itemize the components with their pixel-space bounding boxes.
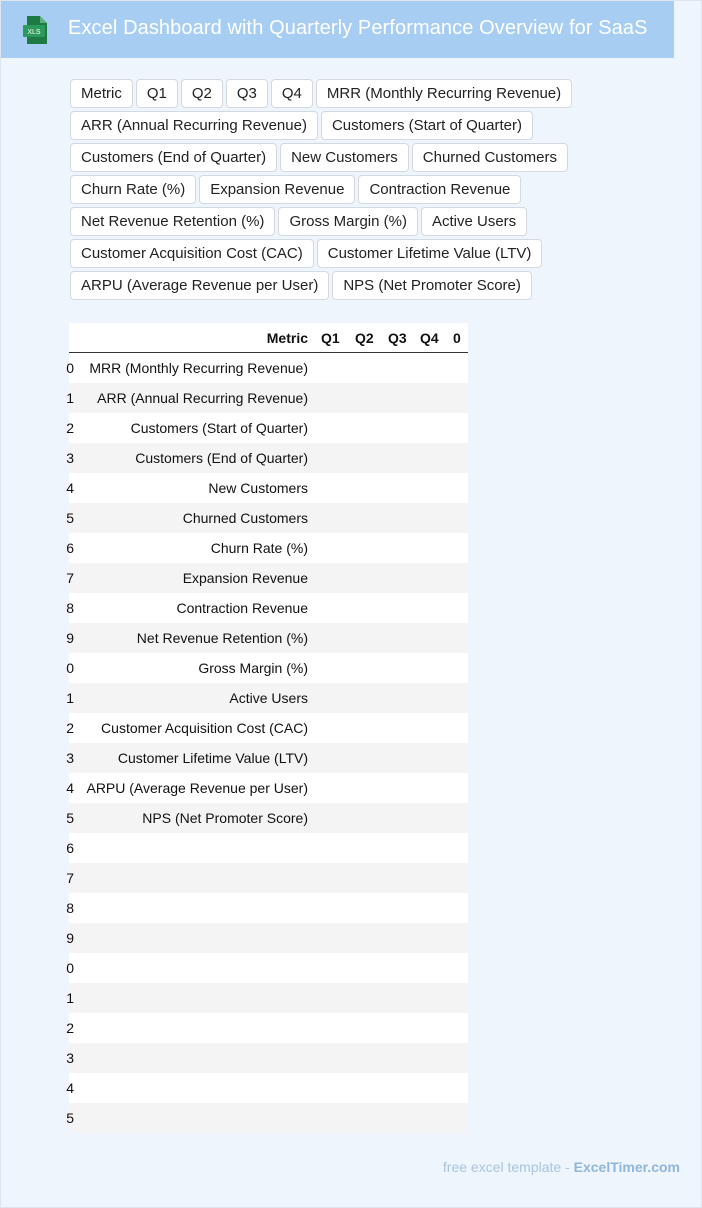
column-tag[interactable]: Customers (Start of Quarter) — [321, 111, 533, 140]
table-row — [66, 1043, 468, 1073]
row-metric: Customers (End of Quarter) — [135, 450, 308, 466]
column-tag[interactable]: Customer Acquisition Cost (CAC) — [70, 239, 314, 268]
row-index: 6 — [66, 540, 74, 556]
column-tag[interactable]: Churn Rate (%) — [70, 175, 196, 204]
column-tag[interactable]: Contraction Revenue — [358, 175, 521, 204]
row-index: 3 — [66, 1050, 74, 1066]
column-tag[interactable]: Active Users — [421, 207, 527, 236]
row-index: 1 — [66, 690, 74, 706]
row-index: 4 — [66, 1080, 74, 1096]
excel-file-icon — [21, 15, 51, 45]
column-tag[interactable]: Churned Customers — [412, 143, 568, 172]
table-row — [66, 623, 468, 653]
row-metric: Churned Customers — [182, 510, 308, 526]
row-index: 8 — [66, 600, 74, 616]
row-metric: New Customers — [208, 480, 308, 496]
table-row — [66, 833, 468, 863]
column-tag[interactable]: NPS (Net Promoter Score) — [332, 271, 532, 300]
row-index: 9 — [66, 630, 74, 646]
row-metric: Gross Margin (%) — [198, 660, 308, 676]
row-index: 2 — [66, 1020, 74, 1036]
table-row — [66, 713, 468, 743]
row-metric: Active Users — [229, 690, 308, 706]
row-index: 0 — [66, 960, 74, 976]
header-q1: Q1 — [321, 330, 340, 346]
column-tag[interactable]: MRR (Monthly Recurring Revenue) — [316, 79, 572, 108]
table-row — [66, 683, 468, 713]
row-metric: MRR (Monthly Recurring Revenue) — [89, 360, 308, 376]
svg-text:XLS: XLS — [27, 29, 41, 36]
column-tag[interactable]: Q2 — [181, 79, 223, 108]
row-index: 2 — [66, 720, 74, 736]
row-index: 1 — [66, 990, 74, 1006]
row-metric: ARR (Annual Recurring Revenue) — [97, 390, 308, 406]
row-index: 4 — [66, 780, 74, 796]
footer-prefix: free excel template - — [442, 1159, 574, 1175]
table-row — [66, 773, 468, 803]
table-row — [66, 923, 468, 953]
header-bar — [1, 1, 674, 58]
column-tag[interactable]: Expansion Revenue — [199, 175, 355, 204]
row-index: 2 — [66, 420, 74, 436]
column-tag[interactable]: ARPU (Average Revenue per User) — [70, 271, 329, 300]
table-row — [66, 1103, 468, 1133]
table-row — [66, 1013, 468, 1043]
table-row — [66, 533, 468, 563]
row-index: 5 — [66, 1110, 74, 1126]
row-index: 3 — [66, 750, 74, 766]
row-metric: NPS (Net Promoter Score) — [142, 810, 308, 826]
row-metric: Customers (Start of Quarter) — [130, 420, 308, 436]
row-index: 8 — [66, 900, 74, 916]
row-metric: Net Revenue Retention (%) — [136, 630, 308, 646]
column-tag[interactable]: Q4 — [271, 79, 313, 108]
column-tag[interactable]: New Customers — [280, 143, 409, 172]
footer-brand-link[interactable]: ExcelTimer.com — [573, 1159, 680, 1175]
table-row — [66, 743, 468, 773]
row-metric: Churn Rate (%) — [210, 540, 308, 556]
column-tag[interactable]: Gross Margin (%) — [278, 207, 418, 236]
row-metric: ARPU (Average Revenue per User) — [86, 780, 308, 796]
row-index: 3 — [66, 450, 74, 466]
header-q3: Q3 — [388, 330, 407, 346]
row-index: 5 — [66, 810, 74, 826]
table-row — [66, 413, 468, 443]
column-tag[interactable]: Metric — [70, 79, 133, 108]
row-index: 7 — [66, 570, 74, 586]
table-row — [66, 653, 468, 683]
row-metric: Customer Lifetime Value (LTV) — [117, 750, 308, 766]
row-metric: Expansion Revenue — [182, 570, 308, 586]
table-row — [66, 563, 468, 593]
header-q4: Q4 — [420, 330, 439, 346]
header-q2: Q2 — [355, 330, 374, 346]
table-header-row — [69, 323, 468, 353]
table-row — [66, 893, 468, 923]
column-tag[interactable]: Customers (End of Quarter) — [70, 143, 277, 172]
column-tag[interactable]: ARR (Annual Recurring Revenue) — [70, 111, 318, 140]
table-row — [66, 983, 468, 1013]
table-row — [66, 803, 468, 833]
page-title: Excel Dashboard with Quarterly Performance Overview for SaaS — [68, 17, 648, 39]
table-row — [66, 1073, 468, 1103]
row-metric: Contraction Revenue — [176, 600, 308, 616]
column-tag[interactable]: Customer Lifetime Value (LTV) — [317, 239, 543, 268]
column-tag[interactable]: Q3 — [226, 79, 268, 108]
column-tag[interactable]: Q1 — [136, 79, 178, 108]
row-index: 5 — [66, 510, 74, 526]
footer-credit — [443, 1159, 680, 1175]
column-tag[interactable]: Net Revenue Retention (%) — [70, 207, 275, 236]
table-row — [66, 443, 468, 473]
table-row — [66, 503, 468, 533]
header-metric: Metric — [266, 330, 308, 346]
row-index: 7 — [66, 870, 74, 886]
row-index: 0 — [66, 360, 74, 376]
row-index: 9 — [66, 930, 74, 946]
table-row — [66, 953, 468, 983]
table-body — [66, 353, 468, 1133]
table-row — [66, 353, 468, 383]
row-index: 4 — [66, 480, 74, 496]
data-table — [66, 323, 468, 1133]
table-row — [66, 863, 468, 893]
row-index: 0 — [66, 660, 74, 676]
table-row — [66, 593, 468, 623]
row-index: 6 — [66, 840, 74, 856]
row-metric: Customer Acquisition Cost (CAC) — [101, 720, 308, 736]
header-zero: 0 — [453, 330, 461, 346]
row-index: 1 — [66, 390, 74, 406]
table-row — [66, 473, 468, 503]
column-tag-list — [70, 79, 695, 300]
table-row — [66, 383, 468, 413]
